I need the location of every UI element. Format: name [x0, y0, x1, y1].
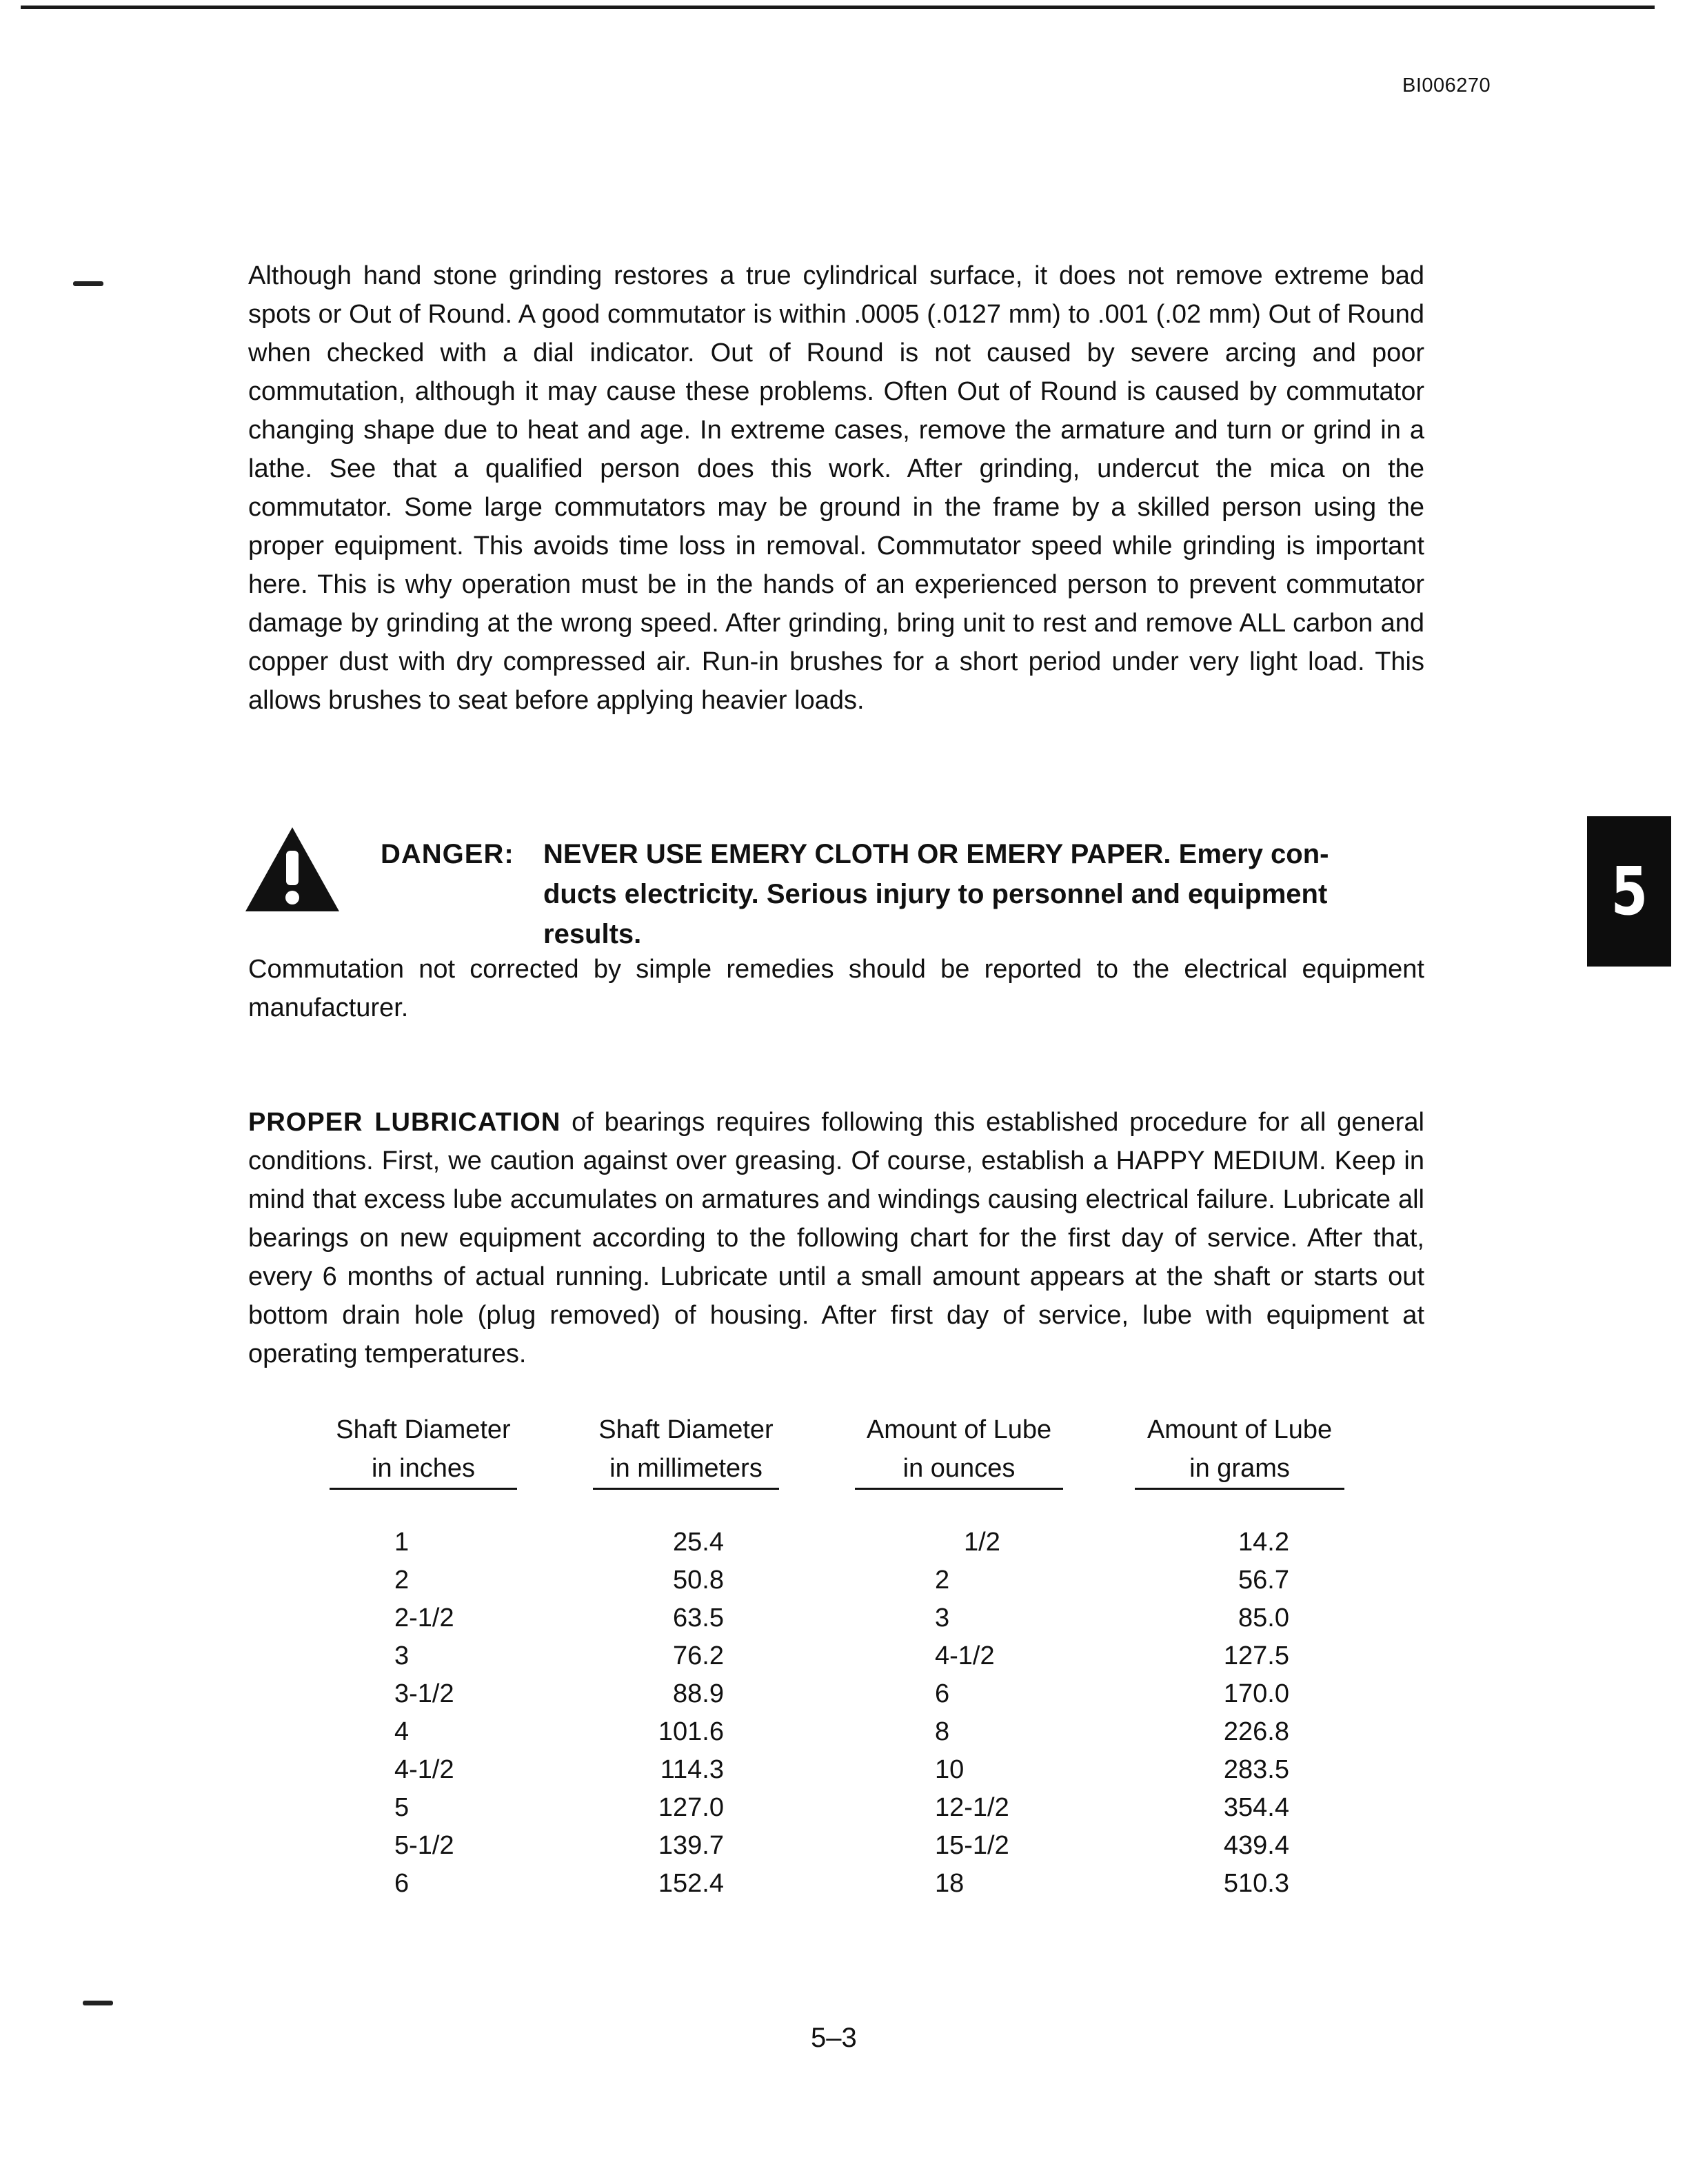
lube-grams-cell: 226.8 [1223, 1717, 1289, 1746]
shaft-mm-cell: 152.4 [658, 1869, 724, 1898]
shaft-inches-cell: 2-1/2 [394, 1604, 454, 1632]
table-header-shaft-inches [330, 1410, 517, 1490]
table-row [324, 1675, 1358, 1713]
lube-grams-cell: 354.4 [1223, 1793, 1289, 1822]
table-row [324, 1827, 1358, 1865]
shaft-inches-cell: 4-1/2 [394, 1755, 454, 1784]
lube-ounces-cell: 12-1/2 [935, 1793, 1009, 1822]
lube-ounces-cell: 10 [935, 1755, 965, 1784]
shaft-inches-cell: 4 [394, 1717, 410, 1746]
lube-grams-cell: 510.3 [1223, 1869, 1289, 1898]
margin-mark-bottom [83, 2001, 113, 2005]
header-line-2: in ounces [855, 1449, 1063, 1490]
shaft-inches-cell: 3 [394, 1641, 410, 1670]
table-row [324, 1561, 1358, 1599]
shaft-mm-cell: 76.2 [673, 1641, 724, 1670]
header-line-2: in inches [330, 1449, 517, 1490]
table-row [324, 1751, 1358, 1789]
danger-text-2: ducts electricity. Serious injury to personnel and equipment results. [543, 879, 1328, 949]
lube-grams-cell: 283.5 [1223, 1755, 1289, 1784]
header-line-2: in millimeters [593, 1449, 779, 1490]
shaft-inches-cell: 3-1/2 [394, 1679, 454, 1708]
lube-ounces-cell: 3 [935, 1604, 950, 1632]
lube-grams-cell: 170.0 [1223, 1679, 1289, 1708]
shaft-inches-cell: 5-1/2 [394, 1831, 454, 1860]
margin-mark-top [73, 281, 103, 286]
section-tab [1587, 816, 1671, 967]
table-header-lube-grams [1135, 1410, 1344, 1490]
lube-grams-cell: 439.4 [1223, 1831, 1289, 1860]
lube-ounces-cell: 6 [935, 1679, 950, 1708]
lubrication-text: of bearings requires following this established procedure for all general conditions. First, we caution against over greasing. Of course, establish a HAPPY MEDIUM. Keep in mind that excess lube accumulates on armatures and windings causing electrical failure. Lubricate all bearings on new equipment according to the following chart for the first day of service. After that, every 6 months of actual running. Lubricate until a small amount appears at the shaft or starts out bottom drain hole (plug removed) of housing. After first day of service, lube with equipment at operating temperatures. [248, 1108, 1424, 1368]
commutation-report-paragraph: Commutation not corrected by simple remedies should be reported to the electrical equipment manufacturer. [248, 955, 1424, 1022]
shaft-mm-cell: 50.8 [673, 1566, 724, 1595]
lube-ounces-cell: 15-1/2 [935, 1831, 1009, 1860]
header-line-1: Shaft Diameter [336, 1415, 511, 1444]
table-header-shaft-millimeters [593, 1410, 779, 1490]
commutator-grinding-paragraph: Although hand stone grinding restores a true cylindrical surface, it does not remove extreme bad spots or Out of Round. A good commutator is within .0005 (.0127 mm) to .001 (.02 mm) Out of Round when checked with a dial indicator. Out of Round is not caused by severe arcing and poor commutation, although it may cause these problems. Often Out of Round is caused by commutator changing shape due to heat and age. In extreme cases, remove the armature and turn or grind in a lathe. See that a qualified person does this work. After grinding, undercut the mica on the commutator. Some large commutators may be ground in the frame by a skilled person using the proper equipment. This avoids time loss in removal. Commutator speed while grinding is important here. This is why operation must be in the hands of an experienced person to prevent commutator damage by grinding at the wrong speed. After grinding, bring unit to rest and remove ALL carbon and copper dust with dry compressed air. Run-in brushes for a short period under very light load. This allows brushes to seat before applying heavier loads. [248, 261, 1424, 715]
danger-line-1 [381, 834, 1429, 874]
table-row [324, 1789, 1358, 1827]
lube-grams-cell: 127.5 [1223, 1641, 1289, 1670]
shaft-inches-cell: 6 [394, 1869, 410, 1898]
lube-ounces-cell: 1/2 [964, 1528, 1000, 1557]
danger-text-1: NEVER USE EMERY CLOTH OR EMERY PAPER. Emery con- [543, 839, 1329, 869]
table-row [324, 1713, 1358, 1751]
lube-ounces-cell: 8 [935, 1717, 950, 1746]
shaft-mm-cell: 127.0 [658, 1793, 724, 1822]
lube-grams-cell: 85.0 [1238, 1604, 1289, 1632]
lube-grams-cell: 56.7 [1238, 1566, 1289, 1595]
shaft-inches-cell: 2 [394, 1566, 410, 1595]
lube-ounces-cell: 2 [935, 1566, 950, 1595]
header-line-1: Amount of Lube [866, 1415, 1052, 1444]
shaft-mm-cell: 139.7 [658, 1831, 724, 1860]
lube-ounces-cell: 18 [935, 1869, 965, 1898]
shaft-mm-cell: 63.5 [673, 1604, 724, 1632]
shaft-mm-cell: 25.4 [673, 1528, 724, 1557]
lube-grams-cell: 14.2 [1238, 1528, 1289, 1557]
shaft-mm-cell: 114.3 [660, 1755, 724, 1784]
table-header-lube-ounces [855, 1410, 1063, 1490]
header-line-1: Shaft Diameter [598, 1415, 774, 1444]
lubrication-heading: PROPER LUBRICATION [248, 1108, 561, 1137]
table-row [324, 1865, 1358, 1903]
shaft-inches-cell: 5 [394, 1793, 410, 1822]
lubrication-paragraph [248, 1103, 1424, 1373]
shaft-inches-cell: 1 [394, 1528, 410, 1557]
table-row [324, 1637, 1358, 1675]
danger-label: DANGER: [381, 839, 514, 869]
header-line-2: in grams [1135, 1449, 1344, 1490]
danger-warning [381, 834, 1429, 954]
shaft-mm-cell: 101.6 [658, 1717, 724, 1746]
shaft-mm-cell: 88.9 [673, 1679, 724, 1708]
table-row [324, 1599, 1358, 1637]
header-line-1: Amount of Lube [1147, 1415, 1333, 1444]
warning-triangle-icon [243, 825, 342, 914]
page-number: 5–3 [811, 2023, 857, 2053]
top-rule [21, 6, 1655, 9]
section-tab-number: 5 [1611, 853, 1648, 930]
table-row [324, 1524, 1358, 1561]
lube-ounces-cell: 4-1/2 [935, 1641, 995, 1670]
document-id: BI006270 [1402, 74, 1491, 97]
